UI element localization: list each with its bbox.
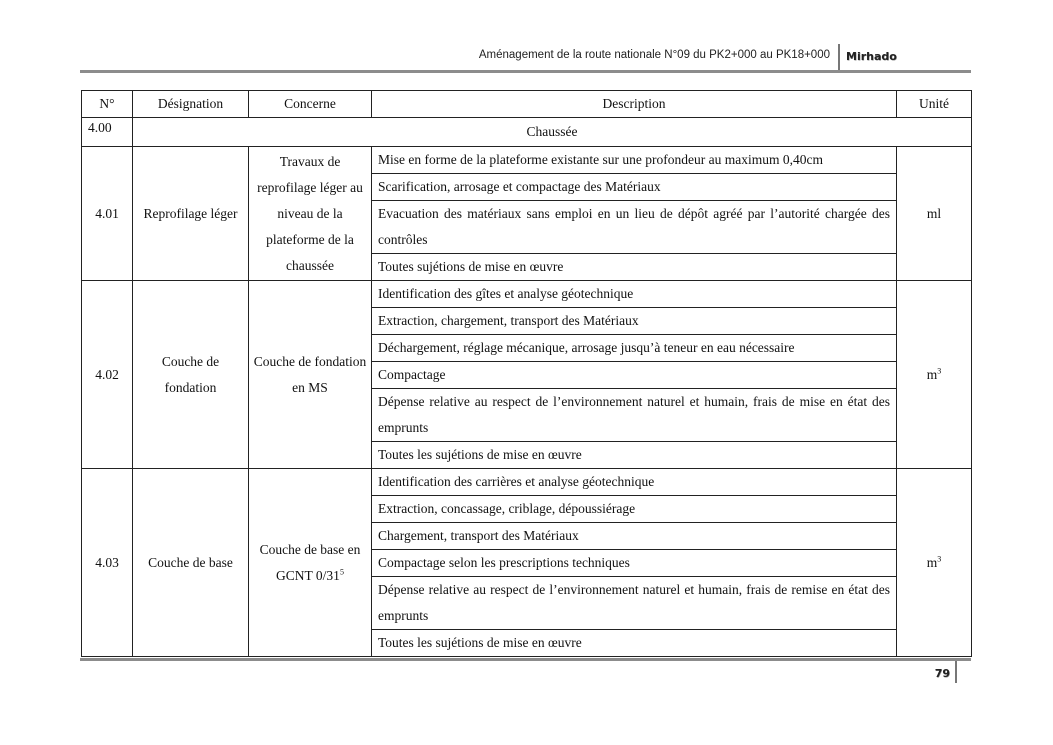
row-descriptions (372, 469, 897, 657)
row-unit (897, 469, 972, 657)
unit-superscript: 3 (937, 366, 942, 375)
row-number: 4.02 (82, 281, 133, 469)
row-number: 4.03 (82, 469, 133, 657)
description-item: Mise en forme de la plateforme existante sur une profondeur au maximum 0,40cm (372, 147, 896, 174)
column-header-unit: Unité (897, 91, 972, 118)
concerne-text: Couche de fondation en MS (253, 353, 367, 395)
table-header-row (82, 91, 972, 118)
concerne-text: Travaux de reprofilage léger au niveau de la plateforme de la chaussée (257, 153, 363, 273)
row-concerne (249, 147, 372, 281)
description-item: Toutes les sujétions de mise en œuvre (378, 635, 582, 650)
description-item: Compactage selon les prescriptions techniques (372, 550, 896, 577)
section-number: 4.00 (82, 118, 133, 147)
column-header-concerne: Concerne (249, 91, 372, 118)
row-unit (897, 281, 972, 469)
description-item: Dépense relative au respect de l’environnement naturel et humain, frais de remise en état des emprunts (372, 577, 896, 630)
description-item: Scarification, arrosage et compactage des Matériaux (372, 174, 896, 201)
description-item: Identification des gîtes et analyse géotechnique (372, 281, 896, 308)
row-descriptions (372, 147, 897, 281)
section-title: Chaussée (133, 118, 972, 147)
description-item: Toutes sujétions de mise en œuvre (378, 259, 564, 274)
row-unit: ml (897, 147, 972, 281)
footer-separator (955, 661, 957, 683)
column-header-designation: Désignation (133, 91, 249, 118)
description-item: Dépense relative au respect de l’environnement naturel et humain, frais de mise en état des emprunts (372, 389, 896, 442)
row-descriptions (372, 281, 897, 469)
row-designation (133, 147, 249, 281)
column-header-description: Description (372, 91, 897, 118)
header-brand: Mirhado (846, 50, 897, 63)
row-concerne (249, 469, 372, 657)
row-designation (133, 469, 249, 657)
description-item: Extraction, concassage, criblage, dépoussiérage (372, 496, 896, 523)
description-item: Identification des carrières et analyse géotechnique (372, 469, 896, 496)
unit-text: m (926, 366, 938, 382)
section-row (82, 118, 972, 147)
description-item: Toutes les sujétions de mise en œuvre (378, 447, 582, 462)
column-header-number: N° (82, 91, 133, 118)
page-number: 79 (934, 667, 950, 680)
designation-text: Reprofilage léger (143, 205, 238, 221)
row-number: 4.01 (82, 147, 133, 281)
table-row (82, 281, 972, 469)
description-item: Extraction, chargement, transport des Matériaux (372, 308, 896, 335)
unit-text: m (926, 554, 938, 570)
footer-rule (80, 658, 971, 661)
unit-superscript: 3 (937, 554, 942, 563)
concerne-superscript: 5 (339, 567, 344, 576)
header-rule (80, 70, 971, 73)
table-row (82, 469, 972, 657)
description-item: Evacuation des matériaux sans emploi en un lieu de dépôt agréé par l’autorité chargée des contrôles (372, 201, 896, 254)
description-item: Déchargement, réglage mécanique, arrosage jusqu’à teneur en eau nécessaire (372, 335, 896, 362)
row-designation (133, 281, 249, 469)
designation-text: Couche de base (148, 554, 233, 570)
designation-text: Couche de fondation (161, 353, 220, 395)
document-header-title: Aménagement de la route nationale N°09 du PK2+000 au PK18+000 (478, 49, 830, 61)
row-concerne (249, 281, 372, 469)
table-row (82, 147, 972, 281)
header-separator (838, 44, 840, 70)
specification-table (81, 90, 972, 657)
description-item: Chargement, transport des Matériaux (372, 523, 896, 550)
concerne-text: Couche de base en GCNT 0/31 (259, 541, 361, 583)
description-item: Compactage (372, 362, 896, 389)
